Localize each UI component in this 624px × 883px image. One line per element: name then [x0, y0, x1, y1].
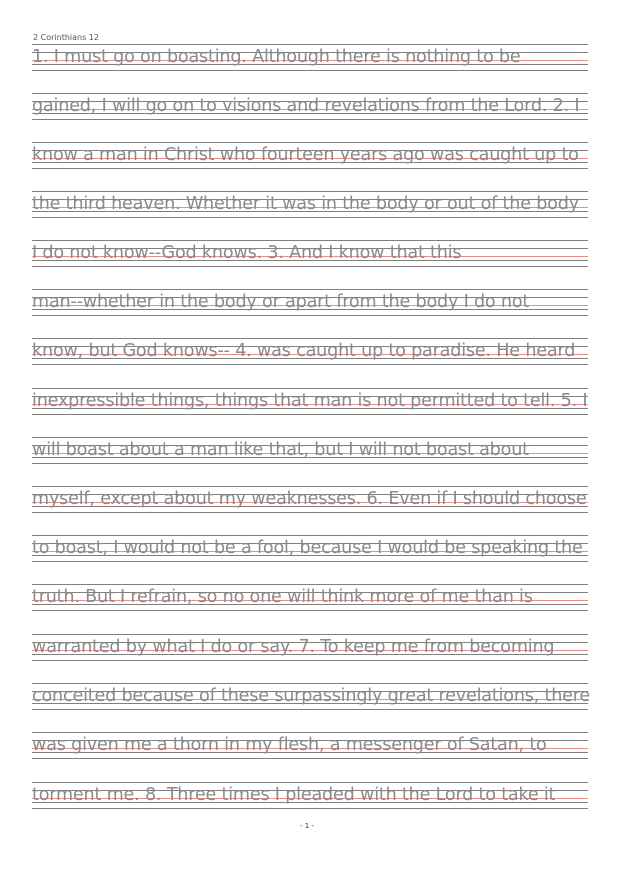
- practice-line: [32, 240, 588, 270]
- page-header: 2 Corinthians 12: [33, 33, 99, 42]
- trace-text: was given me a thorn in my flesh, a messenger of Satan, to: [32, 735, 547, 755]
- guide-rule-descender: [32, 709, 588, 710]
- trace-text: inexpressible things, things that man is not permitted to tell. 5. I: [32, 391, 588, 411]
- trace-text: I do not know--God knows. 3. And I know that this: [32, 243, 462, 263]
- practice-line: [32, 44, 588, 74]
- page-number: - 1 -: [300, 822, 314, 830]
- practice-line: [32, 732, 588, 762]
- practice-line: [32, 584, 588, 614]
- trace-text: torment me. 8. Three times I pleaded with the Lord to take it: [32, 785, 556, 805]
- trace-text: know a man in Christ who fourteen years ago was caught up to: [32, 145, 579, 165]
- trace-text: gained, I will go on to visions and revelations from the Lord. 2. I: [32, 96, 580, 116]
- practice-line: [32, 289, 588, 319]
- practice-line: [32, 142, 588, 172]
- guide-rule-descender: [32, 808, 588, 809]
- trace-text: the third heaven. Whether it was in the body or out of the body: [32, 194, 579, 214]
- guide-rule-descender: [32, 660, 588, 661]
- trace-text: to boast, I would not be a fool, because I would be speaking the: [32, 538, 583, 558]
- trace-text: will boast about a man like that, but I will not boast about: [32, 440, 529, 460]
- guide-rule-descender: [32, 315, 588, 316]
- practice-line: [32, 782, 588, 812]
- practice-line: [32, 437, 588, 467]
- practice-line: [32, 191, 588, 221]
- practice-line: [32, 634, 588, 664]
- guide-rule-descender: [32, 70, 588, 71]
- practice-line: [32, 93, 588, 123]
- guide-rule-descender: [32, 610, 588, 611]
- trace-text: know, but God knows-- 4. was caught up to paradise. He heard: [32, 341, 576, 361]
- guide-rule-descender: [32, 266, 588, 267]
- trace-text: 1. I must go on boasting. Although there is nothing to be: [32, 47, 521, 67]
- guide-rule-descender: [32, 414, 588, 415]
- guide-rule-descender: [32, 168, 588, 169]
- trace-text: myself, except about my weaknesses. 6. Even if I should choose: [32, 489, 587, 509]
- practice-line: [32, 486, 588, 516]
- guide-rule-descender: [32, 758, 588, 759]
- trace-text: man--whether in the body or apart from the body I do not: [32, 292, 530, 312]
- trace-text: warranted by what I do or say. 7. To keep me from becoming: [32, 637, 555, 657]
- trace-text: conceited because of these surpassingly great revelations, there: [32, 686, 591, 706]
- guide-rule-descender: [32, 217, 588, 218]
- guide-rule-descender: [32, 463, 588, 464]
- practice-line: [32, 683, 591, 713]
- guide-rule-descender: [32, 512, 588, 513]
- practice-line: [32, 388, 588, 418]
- guide-rule-descender: [32, 119, 588, 120]
- guide-rule-descender: [32, 561, 588, 562]
- practice-line: [32, 338, 588, 368]
- trace-text: truth. But I refrain, so no one will think more of me than is: [32, 587, 533, 607]
- practice-line: [32, 535, 588, 565]
- guide-rule-descender: [32, 364, 588, 365]
